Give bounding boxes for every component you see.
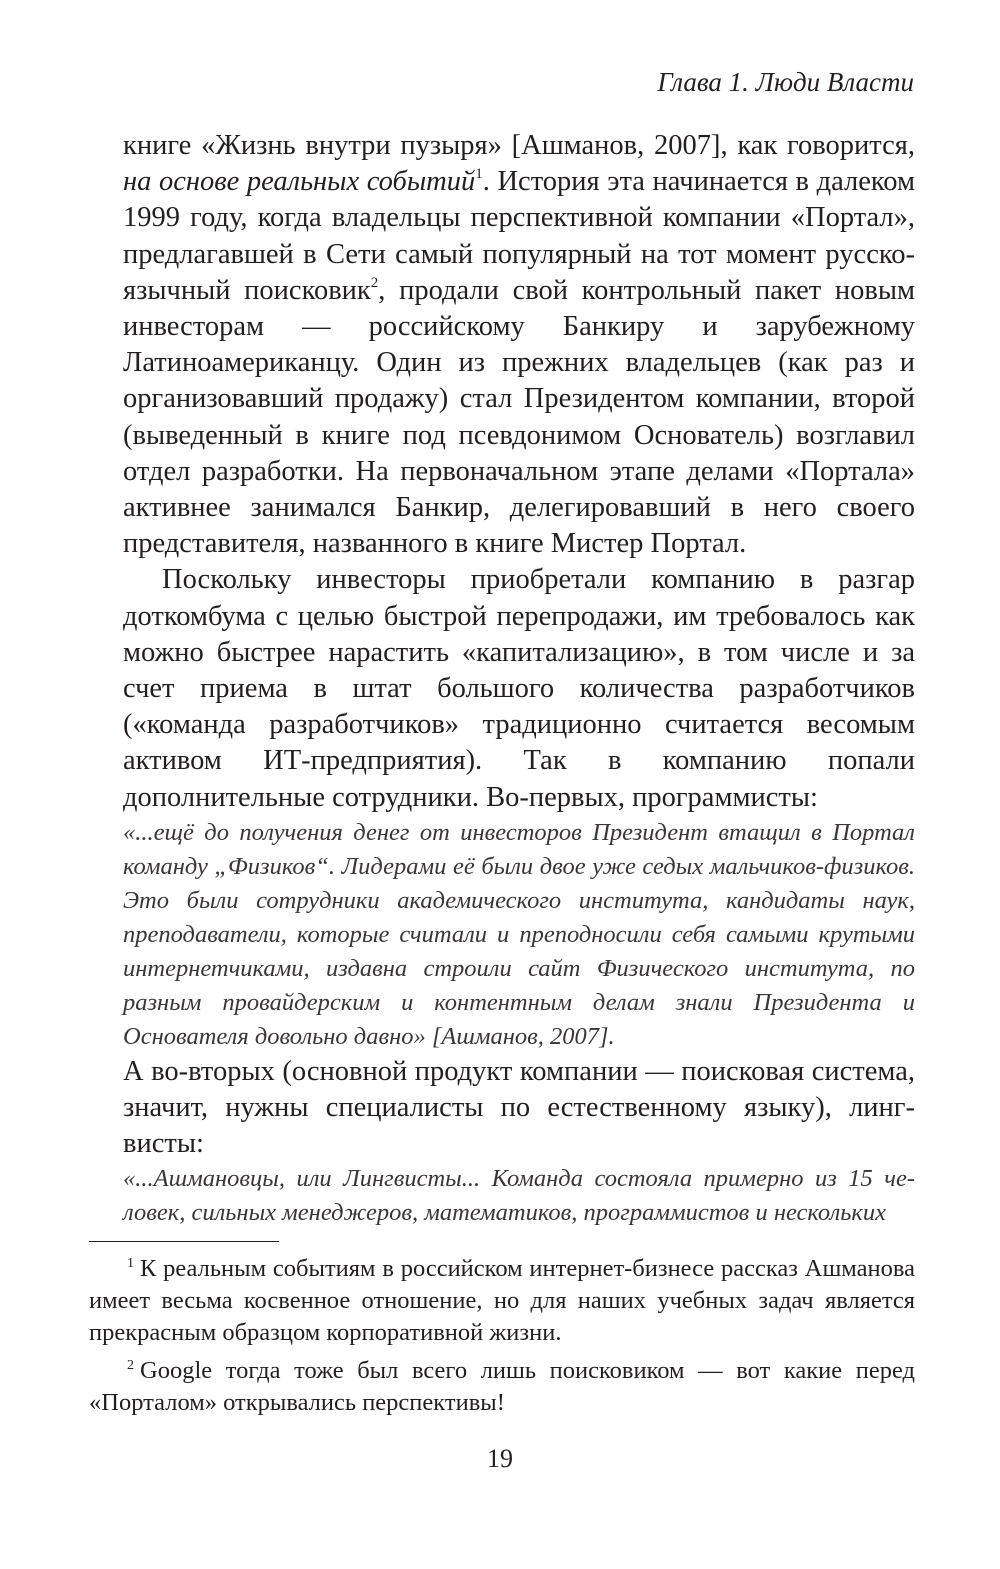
- footnote-text: Google тогда тоже был всего лишь поисковиком — вот какие перед «Порталом» открывались перспективы!: [89, 1357, 915, 1416]
- quote-2: «...Ашмановцы, или Лингвисты... Команда состояла примерно из 15 человек, сильных менеджеров, математиков, программистов и нескольких: [123, 1165, 915, 1227]
- footnotes: [89, 1253, 915, 1425]
- paragraph-2-text: Поскольку инвесторы приобретали компанию в разгар доткомбума с целью быстрой перепродажи, им требовалось как можно быстрее нарастить «капитализацию», в том числе и за счет приема в штат большого количества разработчиков («команда разработчиков» традиционно считается весомым активом ИТ-предприятия). Так в компанию попали дополнительные сотрудники. Во-первых, программисты:: [123, 564, 915, 813]
- footnote-mark: 1: [127, 1256, 134, 1271]
- paragraph-1: [123, 128, 915, 562]
- footnote-1: [89, 1253, 915, 1349]
- paragraph-1-part-a: книге «Жизнь внутри пузыря» [Ашманов, 2007], как говорится,: [123, 130, 915, 161]
- paragraph-1-part-b: . История эта начинается в далеком 1999 году, когда владельцы перспективной компании «Портал», предлагавшей в Сети самый популярный на тот момент русскоязычный поисковик: [123, 166, 915, 306]
- emphasis-text: на основе реальных событий: [123, 166, 476, 198]
- footnote-divider: [89, 1241, 279, 1242]
- footnote-ref-1[interactable]: 1: [475, 166, 483, 183]
- footnote-2: [89, 1355, 915, 1419]
- footnote-text: К реальным событиям в российском интернет-бизнесе рассказ Ашманова имеет весьма косвенное отношение, но для наших учебных задач является прекрасным образцом корпоративной жизни.: [89, 1255, 915, 1346]
- footnote-mark: 2: [127, 1358, 134, 1373]
- page-number: 19: [487, 1444, 513, 1473]
- paragraph-2: [123, 562, 915, 815]
- quote-1: «...ещё до получения денег от инвесторов Президент втащил в Портал команду „Физиков“. Лидерами её были двое уже седых мальчиков-физиков. Это были сотрудники академического института, кандидаты наук, преподаватели, которые считали и преподносили себя самыми крутыми интернетчиками, издавна строили сайт Физического института, по разным провайдерским и контентным делам знали Президента и Основателя довольно давно» [Ашманов, 2007].: [123, 818, 915, 1050]
- main-text: [123, 128, 915, 1230]
- paragraph-3: А во-вторых (основной продукт компании — поисковая система, значит, нужны специалисты по естественному языку), лингвисты:: [123, 1055, 915, 1160]
- paragraph-1-part-c: , продали свой контрольный пакет новым инвесторам — российскому Банкиру и зарубежному Латиноамериканцу. Один из прежних владельцев (как раз и организовавший продажу) стал Президентом компании, второй (выведенный в книге под псевдонимом Основатель) возглавил отдел разработки. На первоначальном этапе делами «Портала» активнее занимался Банкир, делегировавший в него своего представителя, названного в книге Мистер Портал.: [123, 274, 915, 560]
- running-header: Глава 1. Люди Власти: [657, 67, 914, 97]
- footnote-ref-2[interactable]: 2: [370, 274, 379, 291]
